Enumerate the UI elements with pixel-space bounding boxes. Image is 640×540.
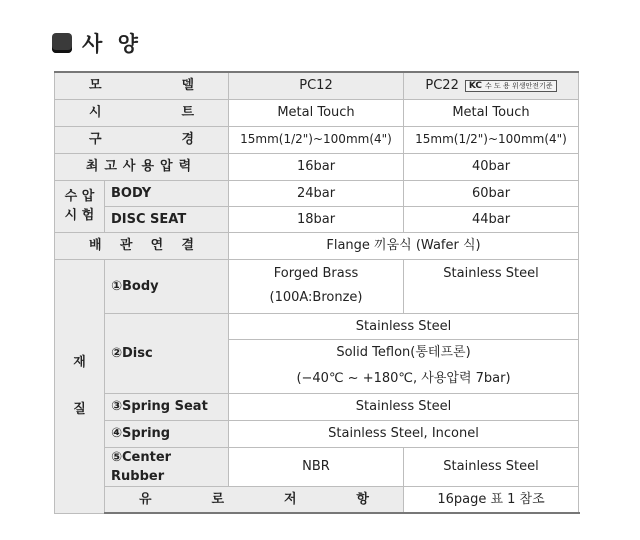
seat-label: 시 트 [55, 99, 229, 126]
material-spring-seat-label: ③Spring Seat [105, 393, 229, 420]
table-row [55, 206, 579, 232]
seat-pc22: Metal Touch [404, 99, 579, 126]
table-row [55, 180, 579, 206]
model-pc22: PC22 KC 수 도 용 위생안전기준 [404, 72, 579, 99]
max-pressure-pc22: 40bar [404, 153, 579, 180]
material-spring-value: Stainless Steel, Inconel [229, 420, 579, 447]
material-center-rubber-label: ⑤Center Rubber [105, 447, 229, 486]
material-disc-line1: Stainless Steel [229, 313, 579, 339]
material-body-pc12: Forged Brass (100A:Bronze) [229, 259, 404, 313]
table-row [55, 393, 579, 420]
table-row [55, 99, 579, 126]
square-bullet-icon [52, 33, 72, 53]
test-body-pc12: 24bar [229, 180, 404, 206]
table-row [55, 313, 579, 339]
material-center-rubber-pc12: NBR [229, 447, 404, 486]
test-body-label: BODY [105, 180, 229, 206]
connection-label: 배 관 연 결 [55, 232, 229, 259]
test-body-pc22: 60bar [404, 180, 579, 206]
test-disc-seat-label: DISC SEAT [105, 206, 229, 232]
material-spring-label: ④Spring [105, 420, 229, 447]
flow-resistance-label: 유 로 저 항 [105, 486, 404, 513]
table-row [55, 232, 579, 259]
model-pc12: PC12 [229, 72, 404, 99]
table-row [55, 72, 579, 99]
table-row [55, 420, 579, 447]
kc-certification-mark: KC 수 도 용 위생안전기준 [465, 80, 557, 92]
table-row [55, 126, 579, 153]
material-label: 재 질 [55, 259, 105, 513]
material-disc-teflon: Solid Teflon(통테프론) (−40℃ ~ +180℃, 사용압력 7bar) [229, 339, 579, 393]
spec-table [54, 71, 579, 514]
test-pressure-label: 수 압 시 험 [55, 180, 105, 232]
material-body-pc22: Stainless Steel [404, 259, 579, 313]
material-center-rubber-pc22: Stainless Steel [404, 447, 579, 486]
material-disc-label: ②Disc [105, 313, 229, 393]
size-label: 구 경 [55, 126, 229, 153]
model-label: 모 델 [55, 72, 229, 99]
flow-resistance-value: 16page 표 1 참조 [404, 486, 579, 513]
size-pc22: 15mm(1/2")~100mm(4") [404, 126, 579, 153]
seat-pc12: Metal Touch [229, 99, 404, 126]
material-spring-seat-value: Stainless Steel [229, 393, 579, 420]
test-disc-seat-pc12: 18bar [229, 206, 404, 232]
section-title [52, 28, 142, 58]
test-disc-seat-pc22: 44bar [404, 206, 579, 232]
max-pressure-label: 최고사용압력 [55, 153, 229, 180]
table-row [55, 153, 579, 180]
table-row [55, 259, 579, 313]
table-row [55, 447, 579, 486]
material-body-label: ①Body [105, 259, 229, 313]
max-pressure-pc12: 16bar [229, 153, 404, 180]
size-pc12: 15mm(1/2")~100mm(4") [229, 126, 404, 153]
connection-value: Flange 끼움식 (Wafer 식) [229, 232, 579, 259]
table-row [55, 486, 579, 513]
section-title-text: 사 양 [82, 32, 142, 56]
